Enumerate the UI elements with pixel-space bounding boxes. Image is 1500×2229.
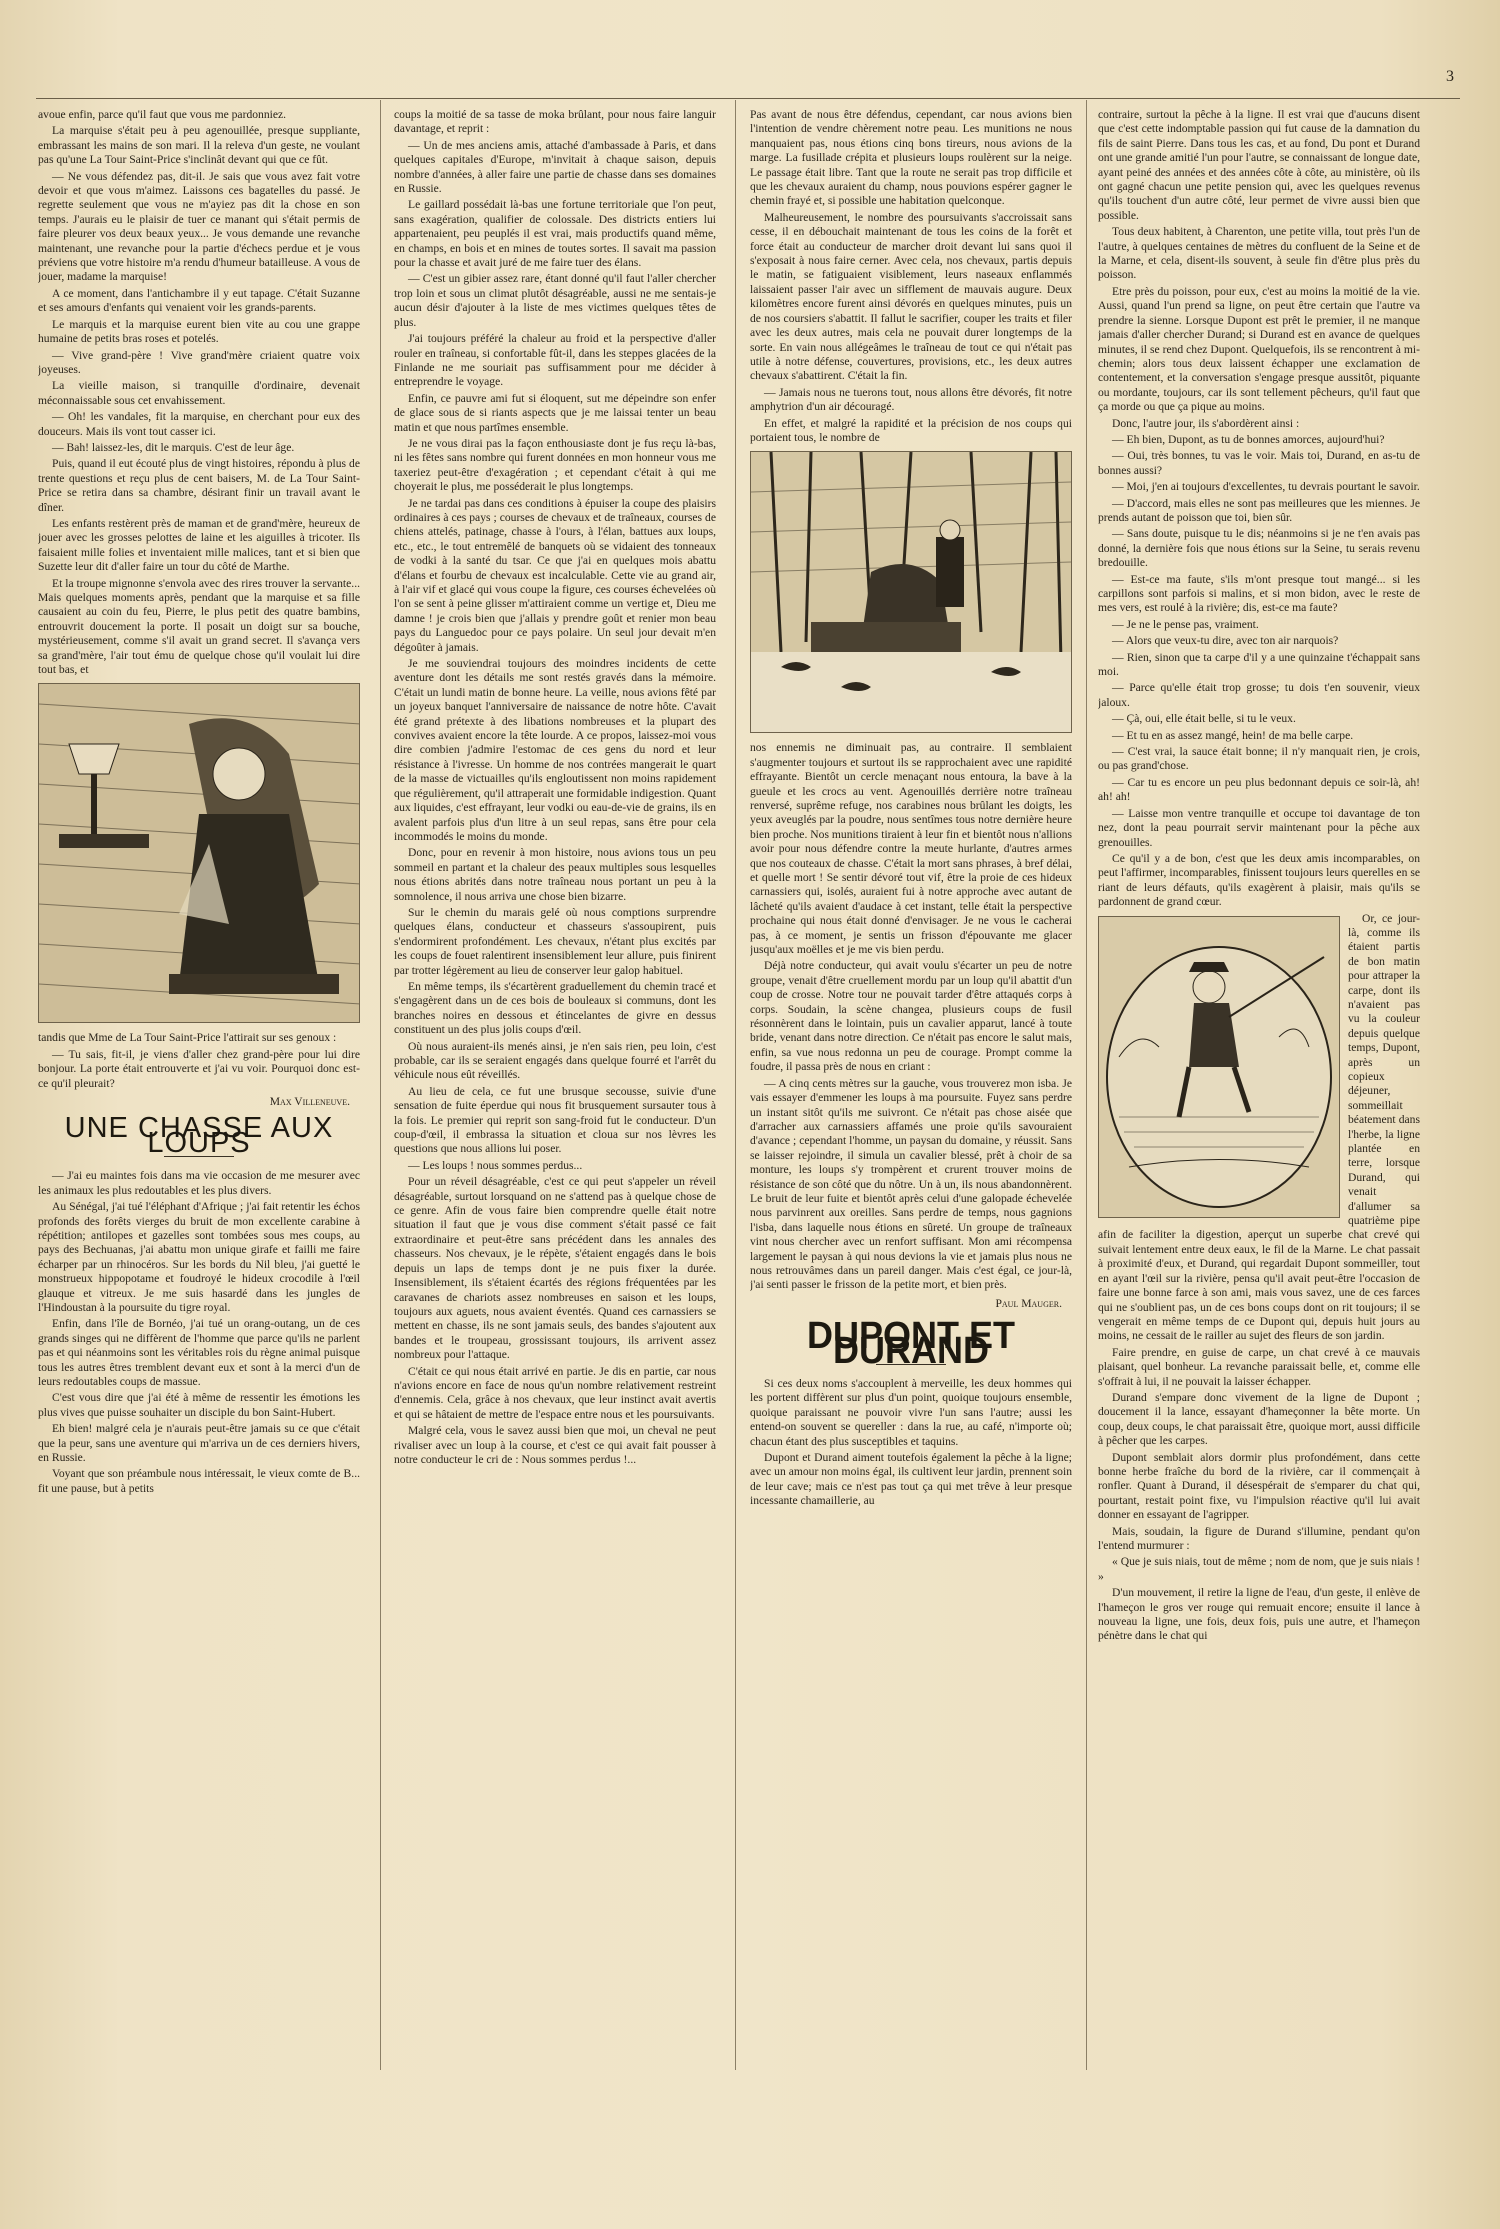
paragraph: — Eh bien, Dupont, as tu de bonnes amorces, aujourd'hui? [1112,432,1385,446]
paragraph: — Est-ce ma faute, s'ils m'ont presque tout mangé... si les carpillons sont parfois si malins, et si mon bidon, avec le reste de mes vers, est roulé à la rivière; dis, est-ce ma faute? [1098,572,1420,615]
paragraph: Au lieu de cela, ce fut une brusque secousse, suivie d'une sensation de fuite éperdue qui nous fit brusquement sursauter tous à la fois. Le premier qui reprit son sang-froid fut le conducteur. D'un coup-d'œil, il embrassa la situation et cloua sur nos lèvres les questions que nous allions lui poser. [394,1084,716,1156]
paragraph: — J'ai eu maintes fois dans ma vie occasion de me mesurer avec les animaux les plus redoutables et les plus divers. [38,1169,360,1197]
paragraph: — Alors que veux-tu dire, avec ton air narquois? [1112,634,1339,648]
paragraph: C'était ce qui nous était arrivé en partie. Je dis en partie, car nous n'avions encore en face de nous qu'un nombre relativement restreint d'ennemis. Cela, grâce à nos chevaux, que leur instinct avait avertis et qui se hâtaient de mettre de l'espace entre nous et les poursuivants. [394,1364,716,1421]
paragraph: Tous deux habitent, à Charenton, une petite villa, tout près l'un de l'autre, à quelques centaines de mètres du confluent de la Seine et de la Marne, et cela, disent-ils souvent, à seule fin d'être plus près du poisson. [1098,225,1420,282]
paragraph: — Les loups ! nous sommes perdus... [408,1158,583,1172]
signature: Max Villeneuve. [269,1095,350,1109]
article-headline: DUPONT ET DURAND [806,1313,1015,1372]
paragraph: Le gaillard possédait là-bas une fortune territoriale que l'on peut, sans exagération, qualifier de colossale. Des districts entiers lui appartenaient, peu peuplés il est vrai, mais productifs quand même, en champs, en bois et en mines de toutes sortes. Il savait ma passion pour la chasse et avait juré de me faire tuer des élans. [394,198,716,270]
paragraph: Où nous auraient-ils menés ainsi, je n'en sais rien, peu loin, c'est probable, car ils se seraient engagés dans quelque fourré et l'arrêt du véhicule nous eût réveillés. [394,1039,716,1082]
paragraph: — C'est un gibier assez rare, étant donné qu'il faut l'aller chercher trop loin et sous un climat plutôt désagréable, aussi ne me sentais-je aucun désir d'ajouter à la liste de mes victimes quelques têtes de plus. [394,272,716,329]
paragraph: — D'accord, mais elles ne sont pas meilleures que les miennes. Je prends autant de poisson que toi, bien sûr. [1098,496,1420,524]
paragraph: — Vive grand-père ! Vive grand'mère criaient quatre voix joyeuses. [38,348,360,376]
paragraph: — Oh! les vandales, fit la marquise, en cherchant pour eux des douceurs. Mais ils vont tout casser ici. [38,410,360,438]
column-divider [1086,100,1087,2070]
paragraph: A ce moment, dans l'antichambre il y eut tapage. C'était Suzanne et ses amours d'enfants qui venaient voir les grands-parents. [38,286,360,315]
paragraph: La marquise s'était peu à peu agenouillée, presque suppliante, embrassant les mains de son mari. Il la releva d'un geste, ne voulant pas qu'une La Tour Saint-Price s'inclinât devant qui que ce fût. [38,124,360,167]
signature: Paul Mauger. [995,1296,1062,1310]
paragraph: nos ennemis ne diminuait pas, au contraire. Il semblaient s'augmenter toujours et surtout ils se rapprochaient avec une rapidité effrayante. Bientôt un cercle menaçant nous entoura, la bave à la gueule et les crocs au vent. Agenouillés derrière notre traîneau renversé, suprême refuge, nos carabines nous brûlant les doigts, les yeux aveuglés par la poudre, nous sentîmes tous notre dernière heure bien proche. Nos munitions tiraient à leur fin et bientôt nous n'allions avoir pour nous défendre contre la meute hurlante, d'autres armes que nos couteaux de chasse. C'était la mort sans phrases, à bref délai, et quelle mort ! Se sentir dévoré tout vif, être la proie de ces hideux carnassiers qui, isolés, auraient fui à notre approche avec autant de lâcheté qu'ils avaient d'audace à cet instant, telle était la perspective prochaine qui nous était donné d'envisager. Je ne vous le cacherai pas, à ce moment, je sentis un frisson d'épouvante me glacer jusqu'aux moëlles et je me vis bien perdu. [750,741,1072,957]
paragraph: Voyant que son préambule nous intéressait, le vieux comte de B... fit une pause, but à petits [38,1467,360,1495]
paragraph: — Tu sais, fit-il, je viens d'aller chez grand-père pour lui dire bonjour. La porte était entrouverte et j'ai vu voir. Pourquoi donc est-ce qu'il pleurait? [38,1047,360,1090]
paragraph: Donc, pour en revenir à mon histoire, nous avions tous un peu sommeil en partant et la chaleur des peaux multiples sous lesquelles nous étions abrités dans notre traîneau nous portant un peu à la somnolence, il nous arriva une chose bien bizarre. [394,846,716,903]
paragraph: Si ces deux noms s'accouplent à merveille, les deux hommes qui les portent diffèrent sur plus d'un point, quoique toujours ensemble, quoique paraissant ne pouvoir vivre l'un sans l'autre; aussi les entend-on souvent se quereller : dans la rue, au café, n'importe où; chacun étant des plus susceptibles et taquins. [750,1377,1072,1448]
column-4 [1098,108,1420,2068]
paragraph: « Que je suis niais, tout de même ; nom de nom, que je suis niais ! » [1098,1555,1420,1583]
illustration-wolf-hunt [750,451,1072,733]
column-divider [380,100,381,2070]
column-1 [38,108,360,2068]
paragraph: Pour un réveil désagréable, c'est ce qui peut s'appeler un réveil désagréable, surtout lorsquand on ne s'attend pas à quelque chose de ce genre. Afin de vous faire bien comprendre quelle était notre situation il faut que je vous dise comment s'était passé ce fait extraordinaire et peut-être sans précédent dans les annales des chasseurs. Nos chevaux, je le répète, s'étaient engagés dans le bois depuis un laps de temps dont je ne puis fixer la durée. Insensiblement, ils s'étaient écartés des régions fréquentées par les caravanes de chariots assez nombreuses en saison et les loups, toujours aux aguets, nous avaient éventés. Quand ces carnassiers se mettent en chasse, ils ne sont jamais seuls, des bandes s'ajoutent aux bandes et le troupeau, grossissant toujours, ils arrivent assez nombreux pour l'attaque. [394,1175,716,1362]
paragraph: C'est vous dire que j'ai été à même de ressentir les émotions les plus vives que puisse souhaiter un disciple du bon Saint-Hubert. [38,1391,360,1419]
paragraph: Ce qu'il y a de bon, c'est que les deux amis incomparables, on peut l'affirmer, incomparables, finissent toujours leurs querelles en se riant de leurs défauts, qu'ils exagèrent à plaisir, mais qu'ils se pardonnent de grand cœur. [1098,851,1420,909]
column-divider [735,100,736,2070]
paragraph: — A cinq cents mètres sur la gauche, vous trouverez mon isba. Je vais essayer d'emmener les loups à ma poursuite. Fuyez sans perdre un instant sitôt qu'ils me suivront. Ce n'était pas chose aisée que d'arracher aux carnassiers affamés une proie qu'ils savouraient d'avance ; cependant l'homme, un paysan du domaine, y réussit. Sans se laisser rejoindre, il simula un cavalier blessé, prêt à choir de sa monture, les loups s'y trompèrent et crurent trouver moins de résistance de son côté que du nôtre. Un à un, ils nous abandonnèrent. Le bruit de leur fuite et bientôt après celui d'une galopade échevelée nous parvinrent aux oreilles. Sans perdre de temps, nous gagnions l'isba, dans laquelle nous étions en sûreté. Un groupe de traîneaux vint nous chercher avec un renfort suffisant. Mon ami récompensa largement le paysan à qui nous devions la vie et jamais plus nous ne nous retrouvâmes dans un pareil danger. Mais c'est égal, ce jour-là, j'ai senti passer le frisson de la petite mort, et bien près. [750,1076,1072,1292]
paragraph: Malheureusement, le nombre des poursuivants s'accroissait sans cesse, il en débouchait maintenant de tous les coins de la forêt et force était au conducteur de marcher droit devant lui sans quoi il s'exposait à nous faire cerner. Avec cela, nos chevaux, partis depuis le matin, se fatiguaient visiblement, leurs naseaux enflammés laissaient passer l'air avec un sifflement de mauvais augure. Deux kilomètres encore furent ainsi dévorés en quelques minutes, puis un de nos coursiers s'abattit. Il fallut le sacrifier, couper les traits et filer avec les deux autres, mais cela ne pouvait durer longtemps de la sorte. En vain nous allégeâmes le traîneau de tout ce qui n'était pas utile à notre défense, couvertures, provisions, etc., les deux autres chevaux s'abattirent. C'était la fin. [750,210,1072,383]
header-rule [36,98,1460,99]
paragraph: — Çà, oui, elle était belle, si tu le veux. [1112,712,1296,726]
paragraph: — Laisse mon ventre tranquille et occupe toi davantage de ton nez, dont la peau pourrait servir maintenant pour la pêche aux grenouilles. [1098,806,1420,849]
paragraph: coups la moitié de sa tasse de moka brûlant, pour nous faire languir davantage, et reprit : [394,108,716,136]
paragraph: Je ne tardai pas dans ces conditions à épuiser la coupe des plaisirs ordinaires à ces pays ; courses de chevaux et de traîneaux, courses de chiens attelés, patinage, chasse à l'ours, à l'élan, battues aux loups, etc., etc., le tout entremêlé de banquets où se vidaient des tonneaux de vodki à la santé du tsar. Ce que j'ai en quelques mois abattu d'élans et fourbu de chevaux est incalculable. Cette vie au grand air, à l'air vif et glacé qui vous coupe la figure, ces courses échevelées où l'on se sent à peine glisser m'attiraient comme un vertige et, Dieu me damne ! je crois bien que j'allais y prendre goût et renier mon beau pays du Languedoc pour ce pays polaire. Un seul jour devait m'en dégoûter à jamais. [394,496,716,654]
paragraph: D'un mouvement, il retire la ligne de l'eau, d'un geste, il enlève de l'hameçon le gros ver rouge qui remuait encore; ensuite il lance à nouveau la ligne, une fois, deux fois, puis une autre, et l'hameçon pénètre dans le chat qui [1098,1586,1420,1643]
paragraph: Sur le chemin du marais gelé où nous comptions surprendre quelques élans, conducteur et chasseurs s'assoupirent, puis s'endormirent profondément. Les chevaux, n'étant plus excités par les coups de fouet ralentirent insensiblement leur allure, puis finirent par trotter légèrement au lieu de conserver leur galop habituel. [394,905,716,977]
illustration-fisherman [1098,916,1340,1218]
paragraph: — Et tu en as assez mangé, hein! de ma belle carpe. [1112,728,1354,742]
paragraph: — Un de mes anciens amis, attaché d'ambassade à Paris, et dans quelques capitales d'Europe, m'invitait à chaque saison, depuis nombre d'années, à aller faire une partie de chasse dans ses domaines en Russie. [394,138,716,196]
article-headline: UNE CHASSE AUX LOUPS [64,1112,334,1159]
paragraph: — C'est vrai, la sauce était bonne; il n'y manquait rien, je crois, ou pas grand'chose. [1098,745,1420,773]
paragraph: Faire prendre, en guise de carpe, un chat crevé à ce mauvais plaisant, quel bonheur. La revanche paraissait belle, et, comme elle s'offrait à lui, il ne pouvait la laisser échapper. [1098,1345,1420,1388]
paragraph: contraire, surtout la pêche à la ligne. Il est vrai que d'aucuns disent que c'est cette indomptable passion qui fut cause de la damnation du fils de saint Pierre. Dans tous les cas, et au fond, Du pont et Durand ont une grande amitié l'un pour l'autre, se connaissant de longue date, ayant peiné des années et des années côte à côte, au ministère, où ils ont gagné chacun une petite pension qui, avec les quelques revenus qu'ils touchent d'un autre côté, leur permet de vivre aussi bien que possible. [1098,108,1420,222]
paragraph: Pas avant de nous être défendus, cependant, car nous avions bien l'intention de vendre chèrement notre peau. Les munitions ne nous manquaient pas, nous étions cinq bons tireurs, nous avions de la marge. La fusillade crépita et plusieurs loups roulèrent sur la neige. Le passage était libre. Tant que la route ne serait pas trop difficile et que les chevaux auraient du champ, nous pouvions espérer gagner le chemin frayé et, si possible une habitation quelconque. [750,108,1072,208]
paragraph: Je ne vous dirai pas la façon enthousiaste dont je fus reçu là-bas, ni les fêtes sans nombre qui furent données en mon honneur vous me taxeriez peut-être d'exagération ; et cependant c'était à qui me choyerait le plus, me posséderait le plus longtemps. [394,436,716,494]
paragraph: — Sans doute, puisque tu le dis; néanmoins si je ne t'en avais pas donné, la dernière fois que nous étions sur la Seine, tu serais revenu bredouille. [1098,527,1420,570]
paragraph: Je me souviendrai toujours des moindres incidents de cette aventure dont les détails me sont restés gravés dans la mémoire. C'était un lundi matin de bonne heure. La veille, nous avions fêté par un joyeux banquet l'anniversaire de naissance de notre hôte. C'avait été grand prétexte à des libations nombreuses et la plupart des convives avaient encore la tête lourde. A ce propos, laissez-moi vous dire combien j'admire l'estomac de ces gens du nord et leur résistance à l'ivresse. Un homme de nos contrées mangerait le quart de la masse de victuailles qu'ils engloutissent non moins rapidement que régulièrement, qu'il attraperait une formidable indigestion. Quant aux liquides, c'est effrayant, leur vodki ou eau-de-vie de grains, ils en avalent parfois plus d'un litre à un seul repas, sans être pour cela incommodés le moins du monde. [394,657,716,843]
paragraph: En effet, et malgré la rapidité et la précision de nos coups qui portaient tous, le nombre de [750,416,1072,444]
paragraph: Le marquis et la marquise eurent bien vite au cou une grappe humaine de petits bras roses et potelés. [38,317,360,346]
illustration-grandfather [38,683,360,1023]
paragraph: Or, ce jour-là, comme ils étaient partis de bon matin pour attraper la carpe, dont ils n'avaient pas vu la couleur depuis quelque temps, Dupont, après un copieux déjeuner, sommeillait béatement dans l'herbe, la ligne plantée en terre, lorsque Durand, qui venait d'allumer sa quatrième pipe afin de faciliter la digestion, aperçut un superbe chat crevé qui suivait lentement entre deux eaux, le fil de la Marne. Le chat passait à proximité d'eux, et Durand, qui regardait Dupont sommeiller, tout en ayant l'œil sur la rivière, pensa qu'il avait peut-être l'occasion de faire une bonne farce à son ami, mais vous savez, une de ces farces qui ne s'oublient pas, un de ces bons coups dont on rit toujours; il se vengerait en même temps de ce Dupont qui, depuis huit jours au moins, ne cessait de le railler au sujet des fleurs de son jardin. [1098,911,1420,1343]
paragraph: — Je ne le pense pas, vraiment. [1112,617,1259,631]
column-3 [750,108,1072,2068]
paragraph: — Ne vous défendez pas, dit-il. Je sais que vous avez fait votre devoir et que vous m'aimez. Laissons ces bagatelles du passé. Je regrette seulement que vous ne m'ayiez pas dit la chose en son temps. J'aurais eu le plaisir de tuer ce manant qui s'était permis de faire pleurer vos deux beaux yeux... Je vous demande une revanche maintenant, une revanche pour la partie d'échecs perdue et je vous préviens que votre histoire m'a rendu d'humeur batailleuse. A vous de jouer, madame la marquise! [38,169,360,284]
paragraph: avoue enfin, parce qu'il faut que vous me pardonniez. [38,108,287,121]
paragraph: Mais, soudain, la figure de Durand s'illumine, pendant qu'on l'entend murmurer : [1098,1524,1420,1552]
paragraph: Dupont et Durand aiment toutefois également la pêche à la ligne; avec un amour non moins égal, ils cultivent leur jardin, prennent soin de leur cave; mais ce n'est pas tout ça qui met trêve à leur presque incessante chamaillerie, au [750,1451,1072,1508]
paragraph: — Parce qu'elle était trop grosse; tu dois t'en souvenir, vieux jaloux. [1098,681,1420,709]
paragraph: — Car tu es encore un peu plus bedonnant depuis ce soir-là, ah! ah! ah! [1098,775,1420,804]
paragraph: Malgré cela, vous le savez aussi bien que moi, un cheval ne peut rivaliser avec un loup à la course, et c'est ce qui avait fait pousser à notre conducteur le cri de : Nous sommes perdus !... [394,1424,716,1466]
paragraph: Donc, l'autre jour, ils s'abordèrent ainsi : [1112,416,1300,430]
paragraph: — Jamais nous ne tuerons tout, nous allons être dévorés, fit notre amphytrion d'un air découragé. [750,385,1072,414]
paragraph: Enfin, dans l'île de Bornéo, j'ai tué un orang-outang, un de ces grands singes qui ne diffèrent de l'homme que parce qu'ils ne parlent pas et qui néanmoins sont les véritables rois du règne animal puisque tous les autres êtres tremblent devant eux et sont à la merci d'un de leurs redoutables coups de massue. [38,1317,360,1388]
paragraph: Puis, quand il eut écouté plus de vingt histoires, répondu à plus de trente questions et reçu plus de cent baisers, M. de La Tour Saint-Price se retira dans sa chambre, désirant finir un travail avant le dîner. [38,457,360,514]
page-number: 3 [1446,68,1454,85]
paragraph: En même temps, ils s'écartèrent graduellement du chemin tracé et s'engagèrent dans un de ces bois de bouleaux si communs, dont les branches noires en dessous et étincelantes de givre en dessus constituent un des plus jolis coups d'œil. [394,979,716,1037]
paragraph: — Bah! laissez-les, dit le marquis. C'est de leur âge. [52,440,295,454]
paragraph: — Rien, sinon que ta carpe d'il y a une quinzaine t'échappait sans moi. [1098,650,1420,679]
column-2 [394,108,716,2068]
paragraph: — Oui, très bonnes, tu vas le voir. Mais toi, Durand, en as-tu de bonnes aussi? [1098,449,1420,477]
paragraph: — Moi, j'en ai toujours d'excellentes, tu devrais pourtant le savoir. [1112,480,1420,494]
paragraph: La vieille maison, si tranquille d'ordinaire, devenait méconnaissable sous cet envahissement. [38,379,360,407]
paragraph: J'ai toujours préféré la chaleur au froid et la perspective d'aller rouler en traîneau, si confortable fût-il, dans les steppes glacées de la Finlande ne me souriait pas suffisamment pour me décider à entreprendre le voyage. [394,332,716,389]
paragraph: Enfin, ce pauvre ami fut si éloquent, sut me dépeindre son enfer de glace sous de si riants aspects que je me laissai tenter un beau matin et que nous partîmes ensemble. [394,391,716,434]
paragraph: Dupont semblait alors dormir plus profondément, dans cette bonne herbe fraîche du bord de la rivière, car il commençait à ronfler. Quant à Durand, il désespérait de s'emparer du chat qui, pourtant, restait point fixe, vu l'impulsion réactive qu'il lui avait donner en essayant de l'agripper. [1098,1450,1420,1522]
paragraph: tandis que Mme de La Tour Saint-Price l'attirait sur ses genoux : [38,1031,337,1045]
paragraph: Les enfants restèrent près de maman et de grand'mère, heureux de jouer avec les grosses pelottes de laine et les aiguilles à tricoter. Ils faisaient mille folies et inventaient mille malices, tant et si bien que Suzette leur dit d'aller faire un tour du côté de Marthe. [38,516,360,574]
paragraph: Au Sénégal, j'ai tué l'éléphant d'Afrique ; j'ai fait retentir les échos profonds des forêts vierges du bruit de mon excellente carabine à répétition; antilopes et gazelles sont tombées sous mes coups, au pays des Bechuanas, j'ai abattu mon unique girafe et failli me faire écharper par un rhinocéros. Sur les bords du Nil bleu, j'ai guetté le monstrueux hippopotame et foudroyé le hideux crocodile à l'œil glauque et vitreux. Je me suis hasardé dans les jungles de l'Hindoustan à la poursuite du tigre royal. [38,1200,360,1314]
paragraph: Etre près du poisson, pour eux, c'est au moins la moitié de la vie. Aussi, quand l'un prend sa ligne, on peut être certain que l'autre va prendre la sienne. Lorsque Dupont est prêt le premier, il ne manque jamais d'aller chercher Durand; si Durand est en avance de quelques minutes, il se rend chez Dupont. Quelquefois, ils se rencontrent à mi-chemin; alors tous deux laissent échapper une exclamation de contentement, et la conversation s'engage presque aussitôt, piquante ou mordante, toujours, car ils sont tellement pêcheurs, qu'il faut que ça morde ou que ça pique au moins. [1098,284,1420,414]
paragraph: Durand s'empare donc vivement de la ligne de Dupont ; doucement il la lance, essayant d'hameçonner la bête morte. Un coup, deux coups, le chat paraissait être, quoique mort, aussi difficile à pêcher que les carpes. [1098,1390,1420,1448]
paragraph: Et la troupe mignonne s'envola avec des rires trouver la servante... Mais quelques moments après, pendant que la marquise et sa fille causaient au coin du feu, Pierre, le plus petit des quatre bambins, entrouvrit doucement la porte. Il posait un doigt sur sa bouche, mystérieusement, comme s'il avait un grand secret. Il s'avança vers sa grand'mère, l'air tout ému de quelque chose qu'il voulait lui dire tout bas, et [38,576,360,677]
col1-text [38,108,360,677]
paragraph: Déjà notre conducteur, qui avait voulu s'écarter un peu de notre groupe, venait d'être cruellement mordu par un loup qu'il abattit d'un coup de crosse. Notre tour ne pouvait tarder d'être attaqués corps à corps. Soudain, la scène changea, plusieurs coups de fusil résonnèrent dans le lointain, puis un cavalier apparut, lancé à toute bride, venant dans notre direction. Ce n'était pas encore le salut mais, enfin, sa vue nous redonna un peu de courage. Prompt comme la foudre, il passa près de nous en criant : [750,959,1072,1074]
paragraph: Eh bien! malgré cela je n'aurais peut-être jamais su ce que c'était que la peur, sans une aventure qui m'arriva un de ces derniers hivers, en Russie. [38,1422,360,1464]
